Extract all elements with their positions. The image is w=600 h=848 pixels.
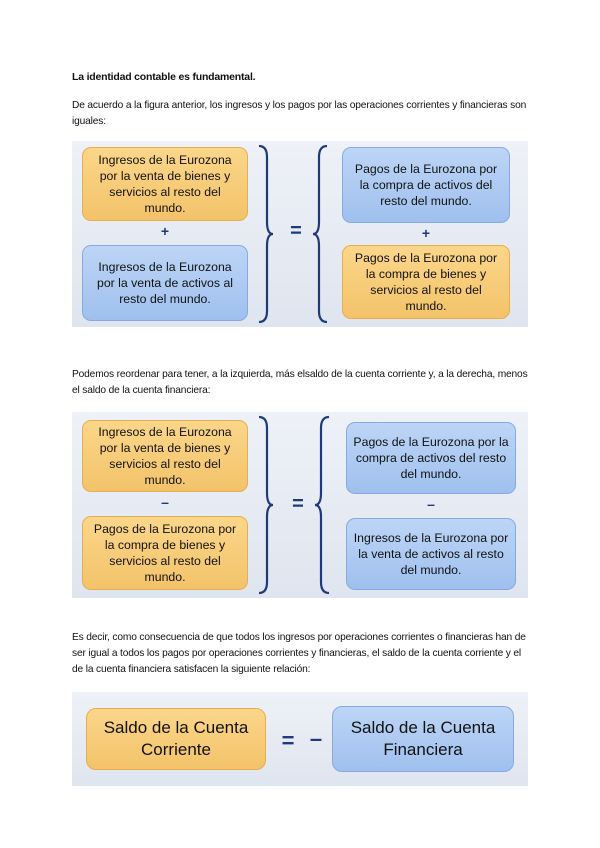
box-pagos-activos: Pagos de la Eurozona por la compra de activos del resto del mundo. xyxy=(342,147,510,223)
box-ingresos-activos: Ingresos de la Eurozona por la venta de activos al resto del mundo. xyxy=(82,245,248,321)
plus-sign-left: + xyxy=(160,223,170,239)
box-pagos-bienes: Pagos de la Eurozona por la compra de bienes y servicios al resto del mundo. xyxy=(342,245,510,319)
paragraph-intro: De acuerdo a la figura anterior, los ingresos y los pagos por las operaciones corrientes y financieras son iguales: xyxy=(72,100,527,127)
section-heading: La identidad contable es fundamental. xyxy=(72,71,256,83)
left-brace-icon xyxy=(312,145,328,323)
box-ingresos-activos: Ingresos de la Eurozona por la venta de activos al resto del mundo. xyxy=(346,518,516,590)
equals-sign: = xyxy=(292,493,304,515)
equals-sign: = xyxy=(290,220,302,242)
box-saldo-cuenta-corriente: Saldo de la Cuenta Corriente xyxy=(86,708,266,770)
box-pagos-activos: Pagos de la Eurozona por la compra de activos del resto del mundo. xyxy=(346,422,516,494)
paragraph-reorder: Podemos reordenar para tener, a la izquierda, más elsaldo de la cuenta corriente y, a la derecha, menos el saldo de la cuenta financiera: xyxy=(72,369,528,396)
box-ingresos-bienes: Ingresos de la Eurozona por la venta de bienes y servicios al resto del mundo. xyxy=(82,147,248,221)
figure-identity-1 xyxy=(72,141,528,327)
paragraph-conclusion: Es decir, como consecuencia de que todos los ingresos por operaciones corrientes o financieras han de ser igual a todos los pagos por operaciones corrientes y financieras, el saldo de la cuenta corriente y el de la cuenta financiera satisfacen la siguiente relación: xyxy=(72,632,526,675)
minus-sign-left: – xyxy=(161,494,169,510)
figure-identity-3 xyxy=(72,692,528,786)
left-brace-icon xyxy=(314,416,330,594)
box-pagos-bienes: Pagos de la Eurozona por la compra de bienes y servicios al resto del mundo. xyxy=(82,516,248,590)
box-ingresos-bienes: Ingresos de la Eurozona por la venta de bienes y servicios al resto del mundo. xyxy=(82,420,248,492)
figure-identity-2 xyxy=(72,412,528,598)
minus-sign-right: – xyxy=(427,496,435,512)
minus-sign: – xyxy=(309,726,323,751)
equals-sign: = xyxy=(281,728,295,753)
box-saldo-cuenta-financiera: Saldo de la Cuenta Financiera xyxy=(332,706,514,772)
plus-sign-right: + xyxy=(421,225,431,241)
right-brace-icon xyxy=(258,145,274,323)
right-brace-icon xyxy=(258,416,274,594)
